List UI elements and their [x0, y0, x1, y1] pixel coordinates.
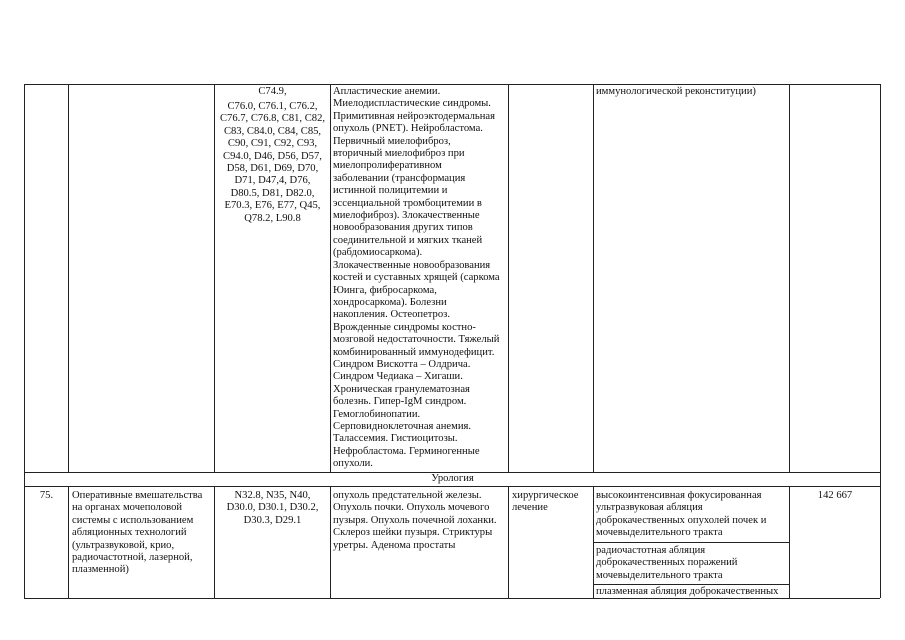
section-title: Урология [431, 473, 474, 484]
codes-line-1: C74.9, [258, 86, 287, 97]
diagnoses-cell: Апластические анемии. Миелодиспластические синдромы. Примитивная нейроэктодермальная опухоль (PNET). Нейробластома. Первичный миелофиброз, вторичный миелофиброз при миелопролиферативном заболевании (трансформация истинной полицитемии и эссенциальной тромбоцитемии в миелофиброз). Злокачественные новообразования других типов соединительной и мягких тканей (рабдомиосаркома). Злокачественные новообразования костей и суставных хрящей (саркома Юинга, фибросаркома, хондросаркома). Болезни накопления. Остеопетроз. Врожденные синдромы костно- мозговой недостаточности. Тяжелый комбинированный иммунодефицит. Синдром Вискотта – Олдрича. Синдром Чедиака – Хигаши. Хроническая гранулематозная болезнь. Гипер-IgM синдром. Гемоглобинопатии. Серповидноклеточная анемия. Талассемия. Гистиоцитозы. Нефробластома. Герминогенные опухоли. [333, 86, 500, 470]
method-cell: иммунологической реконституции) [596, 86, 756, 97]
treatment-type: хирургическое лечение [512, 490, 579, 514]
cost-cell: 142 667 [817, 490, 853, 501]
method-1: высокоинтенсивная фокусированная ультразвуковая абляция доброкачественных опухолей почек и мочевыделительного тракта [596, 490, 767, 539]
method-3: плазменная абляция доброкачественных [596, 586, 779, 597]
method-2: радиочастотная абляция доброкачественных поражений мочевыделительного тракта [596, 545, 738, 581]
intervention-name: Оперативные вмешательства на органах мочеполовой системы с использованием абляционных технологий (ультразвуковой, крио, радиочастотной, лазерной, плазменной) [72, 490, 203, 576]
icd-codes: N32.8, N35, N40, D30.0, D30.1, D30.2, D30.3, D29.1 [226, 490, 319, 526]
row-number: 75. [39, 490, 54, 501]
diagnoses-cell: опухоль предстательной железы. Опухоль почки. Опухоль мочевого пузыря. Опухоль почечной лоханки. Склероз шейки пузыря. Стриктуры уретры. Аденома простаты [333, 490, 497, 551]
codes-cell: C76.0, C76.1, C76.2, C76.7, C76.8, C81, C82, C83, C84.0, C84, C85, C90, C91, C92, C93, C94.0, D46, D56, D57, D58, D61, D69, D70, D71, D47,4, D76, D80.5, D81, D82.0, E70.3, E76, E77, Q45, Q78.2, L90.8 [219, 101, 326, 224]
